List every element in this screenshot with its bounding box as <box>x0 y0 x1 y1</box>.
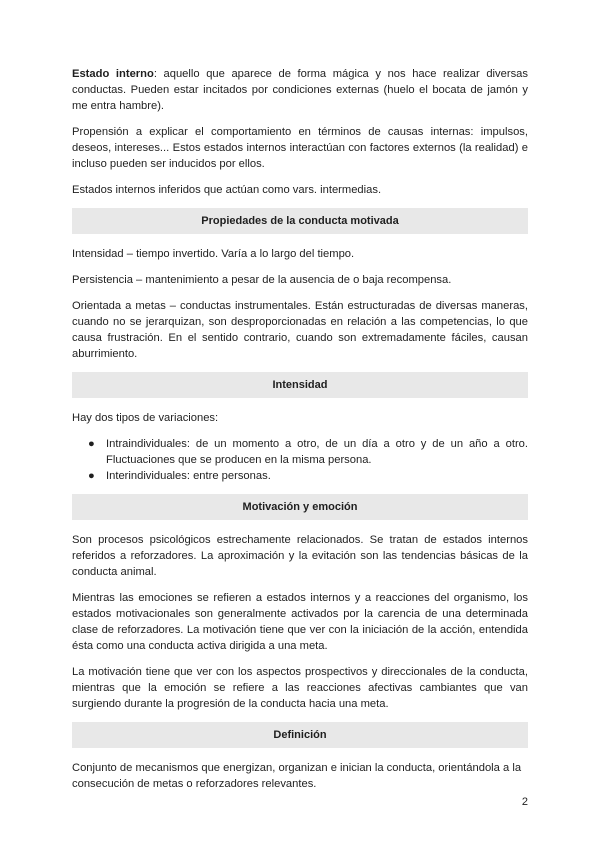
list-item <box>88 436 528 468</box>
motivacion-paragraph-2: Mientras las emociones se refieren a estados internos y a reacciones del organismo, los estados motivacionales son generalmente activados por la carencia de una determinada clase de reforzadores. La motivación tiene que ver con la iniciación de la acción, entendida ésta como una conducta activa dirigida a una meta. <box>72 592 528 652</box>
page-number: 2 <box>521 796 528 808</box>
variaciones-intro: Hay dos tipos de variaciones: <box>72 412 219 424</box>
estado-interno-term: Estado interno <box>72 68 154 80</box>
motivacion-paragraph-1: Son procesos psicológicos estrechamente relacionados. Se tratan de estados internos referidos a reforzadores. La aproximación y la evitación son las tendencias básicas de la conducta animal. <box>72 534 528 578</box>
definicion-paragraph: Conjunto de mecanismos que energizan, organizan e inician la conducta, orientándola a la consecución de metas o reforzadores relevantes. <box>72 762 522 790</box>
intensidad-paragraph: Intensidad – tiempo invertido. Varía a lo largo del tiempo. <box>72 248 355 260</box>
orientada-paragraph: Orientada a metas – conductas instrumentales. Están estructuradas de diversas maneras, cuando no se jerarquizan, son desproporcionadas en relación a las competencias, lo que causa frustración. En el sentido contrario, cuando son extremadamente fáciles, causan aburrimiento. <box>72 300 528 360</box>
estado-interno-definition: : aquello que aparece de forma mágica y nos hace realizar diversas conductas. Pueden estar incitados por condiciones externas (huelo el bocata de jamón y me entra hambre). <box>72 68 528 112</box>
section-heading-propiedades: Propiedades de la conducta motivada <box>72 208 528 234</box>
estados-inferidos-paragraph: Estados internos inferidos que actúan como vars. intermedias. <box>72 184 382 196</box>
list-item-text: Intraindividuales: de un momento a otro, de un día a otro y de un año a otro. Fluctuaciones que se producen en la misma persona. <box>106 438 528 466</box>
motivacion-paragraph-3: La motivación tiene que ver con los aspectos prospectivos y direccionales de la conducta, mientras que la emoción se refiere a las reacciones afectivas cambiantes que van surgiendo durante la progresión de la conducta hacia una meta. <box>72 666 528 710</box>
bullet-icon: ● <box>88 438 95 450</box>
list-item-text: Interindividuales: entre personas. <box>106 470 271 482</box>
persistencia-paragraph: Persistencia – mantenimiento a pesar de la ausencia de o baja recompensa. <box>72 274 452 286</box>
section-heading-motivacion: Motivación y emoción <box>72 494 528 520</box>
estado-interno-paragraph <box>72 66 528 114</box>
bullet-icon: ● <box>88 470 95 482</box>
list-item <box>88 468 528 484</box>
section-heading-intensidad: Intensidad <box>72 372 528 398</box>
variaciones-list <box>72 436 528 484</box>
propension-paragraph: Propensión a explicar el comportamiento en términos de causas internas: impulsos, deseos, intereses... Estos estados internos interactúan con factores externos (la realidad) e incluso pueden ser inducidos por ellos. <box>72 126 528 170</box>
document-page <box>72 66 528 802</box>
section-heading-definicion: Definición <box>72 722 528 748</box>
